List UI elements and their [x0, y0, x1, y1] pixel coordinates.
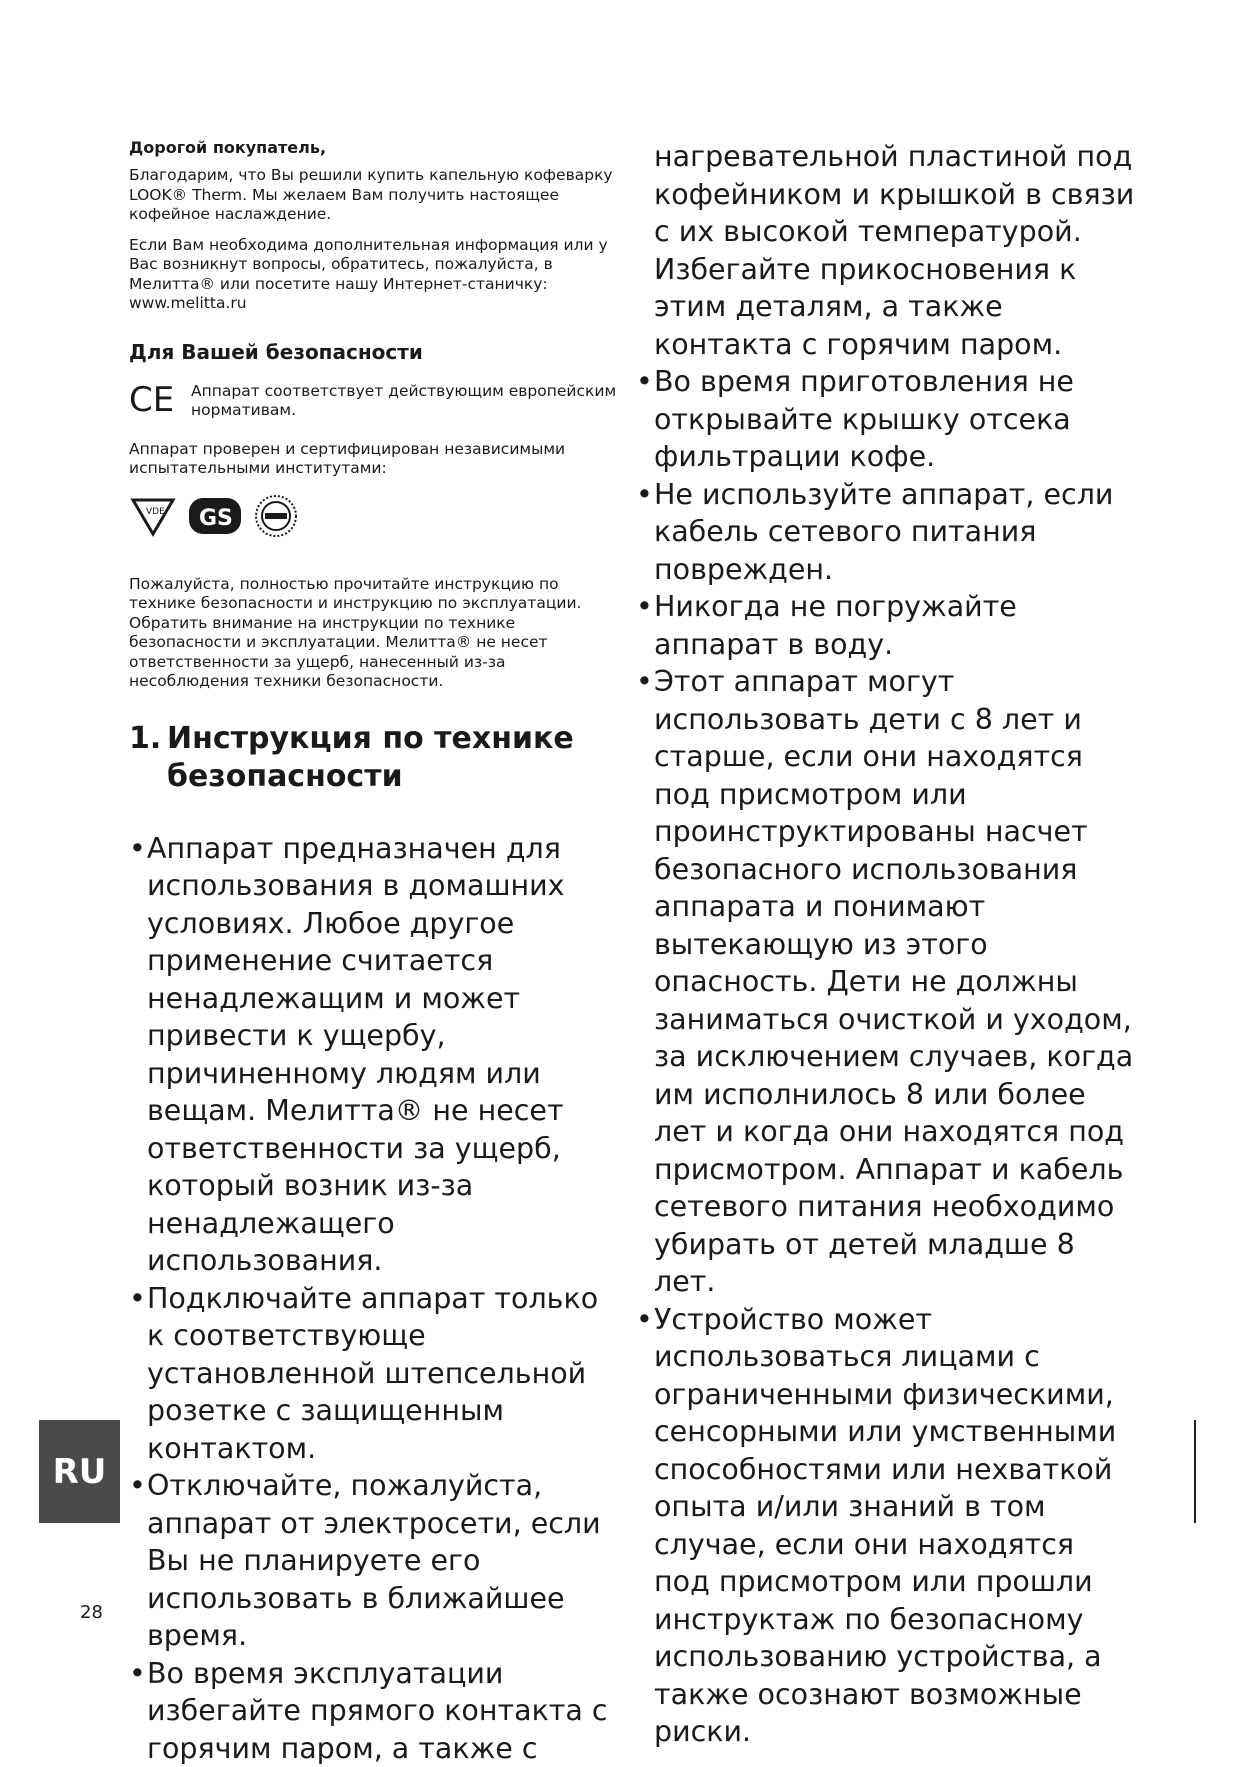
svg-text:VDE: VDE — [146, 507, 165, 517]
bullet-continuation: нагревательной пластиной под кофейником и крышкой в связи с их высокой температурой. Избегайте прикосновения к этим деталям, а также контакта с горячим паром. — [636, 138, 1136, 363]
right-column — [636, 138, 1136, 1751]
section-heading — [129, 720, 619, 796]
ce-compliance — [129, 382, 619, 420]
intro-paragraph-2: Если Вам необходима дополнительная информация или у Вас возникнут вопросы, обратитесь, пожалуйста, в Мелитта® или посетите нашу Интернет-станичку: www.melitta.ru — [129, 236, 619, 314]
vde-logo-icon — [129, 494, 177, 538]
bullet-item: • Аппарат предназначен для использования в домашних условиях. Любое другое применение считается ненадлежащим и может привести к ущербу, причиненному людям или вещам. Мелитта® не несет ответственности за ущерб, который возник из-за ненадлежащего использования. — [129, 830, 619, 1280]
read-instructions-text: Пожалуйста, полностью прочитайте инструкцию по технике безопасности и инструкцию по эксплуатации. Обратить внимание на инструкции по технике безопасности и эксплуатации. Мелитта® не несет ответственности за ущерб, нанесенный из-за несоблюдения техники безопасности. — [129, 575, 619, 692]
edge-marker — [1194, 1420, 1196, 1523]
safety-heading: Для Вашей безопасности — [129, 340, 619, 364]
language-tab: RU — [39, 1420, 120, 1523]
section-title: Инструкция по технике безопасности — [167, 720, 619, 796]
svg-text:GS: GS — [199, 506, 233, 531]
left-column — [129, 138, 619, 1767]
test-seal-icon — [253, 493, 299, 539]
bullet-item: • Во время эксплуатации избегайте прямого контакта с горячим паром, а также с — [129, 1655, 619, 1767]
bullet-item: • Подключайте аппарат только к соответствующе установленной штепсельной розетке с защищенным контактом. — [129, 1280, 619, 1468]
intro-paragraph-1: Благодарим, что Вы решили купить капельную кофеварку LOOK® Therm. Мы желаем Вам получить настоящее кофейное наслаждение. — [129, 166, 619, 225]
bullet-item: • Не используйте аппарат, если кабель сетевого питания поврежден. — [636, 476, 1136, 589]
ce-mark-icon — [129, 382, 181, 416]
section-number: 1. — [129, 720, 167, 796]
bullet-item: • Никогда не погружайте аппарат в воду. — [636, 588, 1136, 663]
bullet-item: • Устройство может использоваться лицами с ограниченными физическими, сенсорными или умственными способностями или нехваткой опыта и/или знаний в том случае, если они находятся под присмотром или прошли инструктаж по безопасному использованию устройства, а также осознают возможные риски. — [636, 1301, 1136, 1751]
certification-logos — [129, 493, 619, 539]
ce-text: Аппарат соответствует действующим европейским нормативам. — [191, 382, 619, 420]
gs-logo-icon — [185, 494, 245, 538]
svg-text:CE: CE — [129, 382, 174, 416]
page-number: 28 — [80, 1602, 103, 1623]
bullet-item: • Этот аппарат могут использовать дети с 8 лет и старше, если они находятся под присмотром или проинструктированы насчет безопасного использования аппарата и понимают вытекающую из этого опасность. Дети не должны заниматься очисткой и уходом, за исключением случаев, когда им исполнилось 8 или более лет и когда они находятся под присмотром. Аппарат и кабель сетевого питания необходимо убирать от детей младше 8 лет. — [636, 663, 1136, 1301]
greeting: Дорогой покупатель, — [129, 138, 619, 157]
bullet-item: • Во время приготовления не открывайте крышку отсека фильтрации кофе. — [636, 363, 1136, 476]
certified-text: Аппарат проверен и сертифицирован независимыми испытательными институтами: — [129, 440, 619, 479]
bullet-item: • Отключайте, пожалуйста, аппарат от электросети, если Вы не планируете его использовать в ближайшее время. — [129, 1467, 619, 1655]
